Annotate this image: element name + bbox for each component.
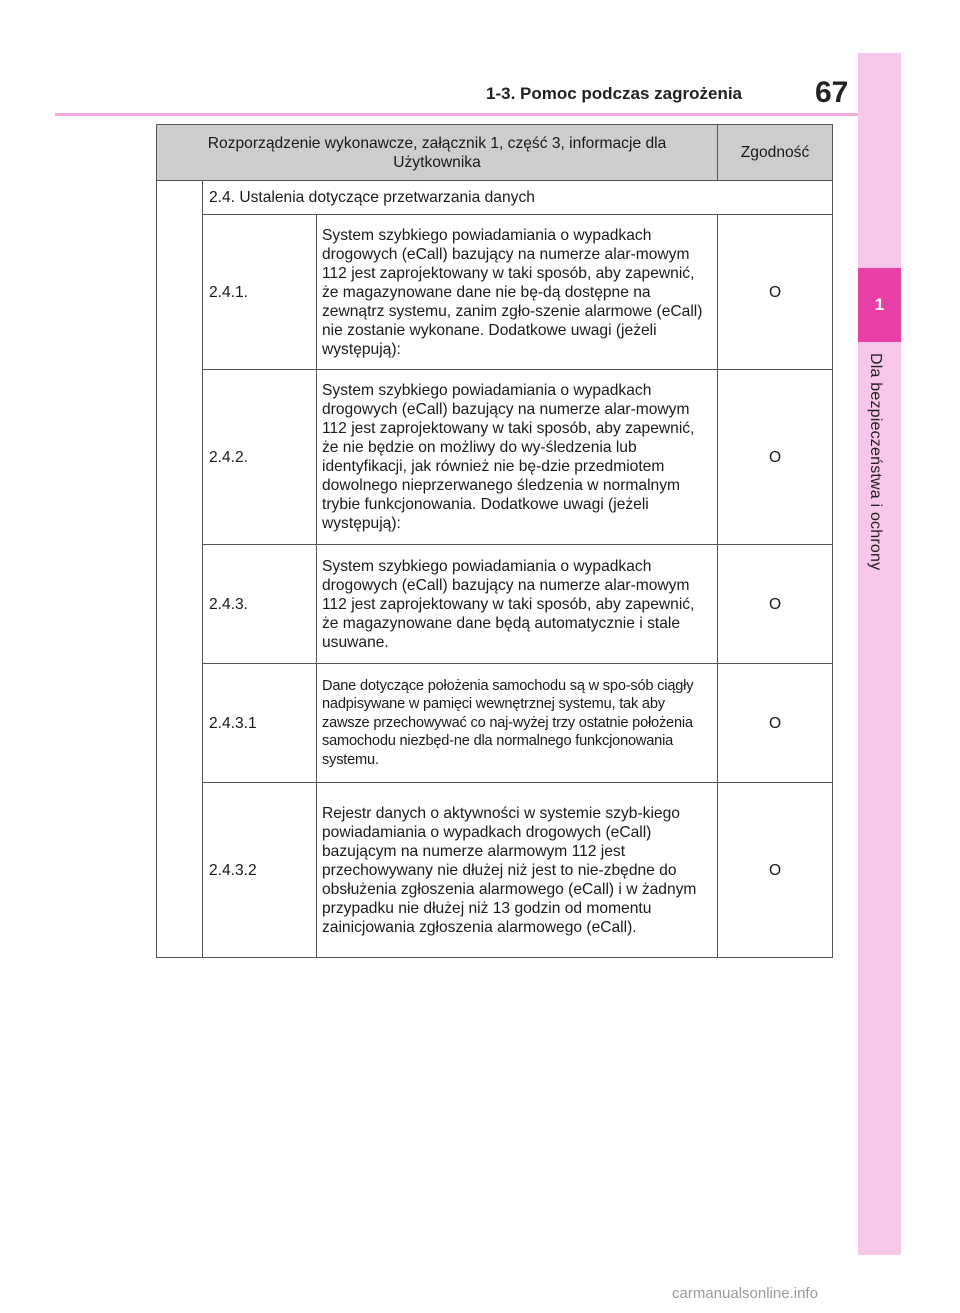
indent-cell xyxy=(157,181,203,958)
row-compliance-mark: O xyxy=(718,783,833,958)
section-title: 2.4. Ustalenia dotyczące przetwarzania danych xyxy=(203,181,833,215)
row-compliance-mark: O xyxy=(718,545,833,664)
site-watermark: carmanualsonline.info xyxy=(672,1285,818,1302)
section-row xyxy=(157,181,833,215)
header-compliance: Zgodność xyxy=(718,125,833,181)
row-code: 2.4.3. xyxy=(203,545,317,664)
row-compliance-mark: O xyxy=(718,664,833,783)
chapter-label: Dla bezpieczeństwa i ochrony xyxy=(867,353,884,571)
row-compliance-mark: O xyxy=(718,370,833,545)
row-code: 2.4.3.2 xyxy=(203,783,317,958)
row-compliance-mark: O xyxy=(718,215,833,370)
row-description: System szybkiego powiadamiania o wypadkach drogowych (eCall) bazujący na numerze alar-mowym 112 jest zaprojektowany w taki sposób, aby zapewnić, że magazynowane dane będą automatycznie i stale usuwane. xyxy=(317,545,718,664)
table-row xyxy=(157,215,833,370)
table-row xyxy=(157,370,833,545)
row-code: 2.4.1. xyxy=(203,215,317,370)
row-description: System szybkiego powiadamiania o wypadkach drogowych (eCall) bazujący na numerze alar-mowym 112 jest zaprojektowany w taki sposób, aby zapewnić, że magazynowane dane nie bę-dą dostępne na zewnątrz systemu, zanim zgło-szenie alarmowe (eCall) nie zostanie wykonane. Dodatkowe uwagi (jeżeli występują): xyxy=(317,215,718,370)
chapter-number: 1 xyxy=(874,295,885,314)
row-description: Rejestr danych o aktywności w systemie szyb-kiego powiadamiania o wypadkach drogowych (eCall) bazującym na numerze alarmowym 112 jest przechowywany nie dłużej niż jest to nie-zbędne do obsłużenia zgłoszenia alarmowego (eCall) i w żadnym przypadku nie dłużej niż 13 godzin od momentu zainicjowania zgłoszenia alarmowego (eCall). xyxy=(317,783,718,958)
row-code: 2.4.2. xyxy=(203,370,317,545)
table-header-row xyxy=(157,125,833,181)
row-code: 2.4.3.1 xyxy=(203,664,317,783)
section-heading: 1-3. Pomoc podczas zagrożenia xyxy=(486,84,743,103)
header-regulation: Rozporządzenie wykonawcze, załącznik 1, część 3, informacje dla Użytkownika xyxy=(157,125,718,181)
row-description: Dane dotyczące położenia samochodu są w spo-sób ciągły nadpisywane w pamięci wewnętrznej systemu, tak aby zawsze przechowywać co naj-wyżej trzy ostatnie położenia samochodu niezbęd-ne dla normalnego funkcjonowania systemu. xyxy=(317,664,718,783)
header-divider xyxy=(55,113,858,116)
chapter-side-tab xyxy=(858,53,901,1255)
table-row xyxy=(157,664,833,783)
table-row xyxy=(157,783,833,958)
chapter-number-tab xyxy=(858,268,901,342)
page-number: 67 xyxy=(815,76,849,109)
row-description: System szybkiego powiadamiania o wypadkach drogowych (eCall) bazujący na numerze alar-mowym 112 jest zaprojektowany w taki sposób, aby zapewnić, że nie będzie on możliwy do wy-śledzenia lub identyfikacji, jak również nie bę-dzie przedmiotem dowolnego nieprzerwanego śledzenia w normalnym trybie funkcjonowania. Dodatkowe uwagi (jeżeli występują): xyxy=(317,370,718,545)
table-row xyxy=(157,545,833,664)
compliance-table xyxy=(156,124,833,958)
